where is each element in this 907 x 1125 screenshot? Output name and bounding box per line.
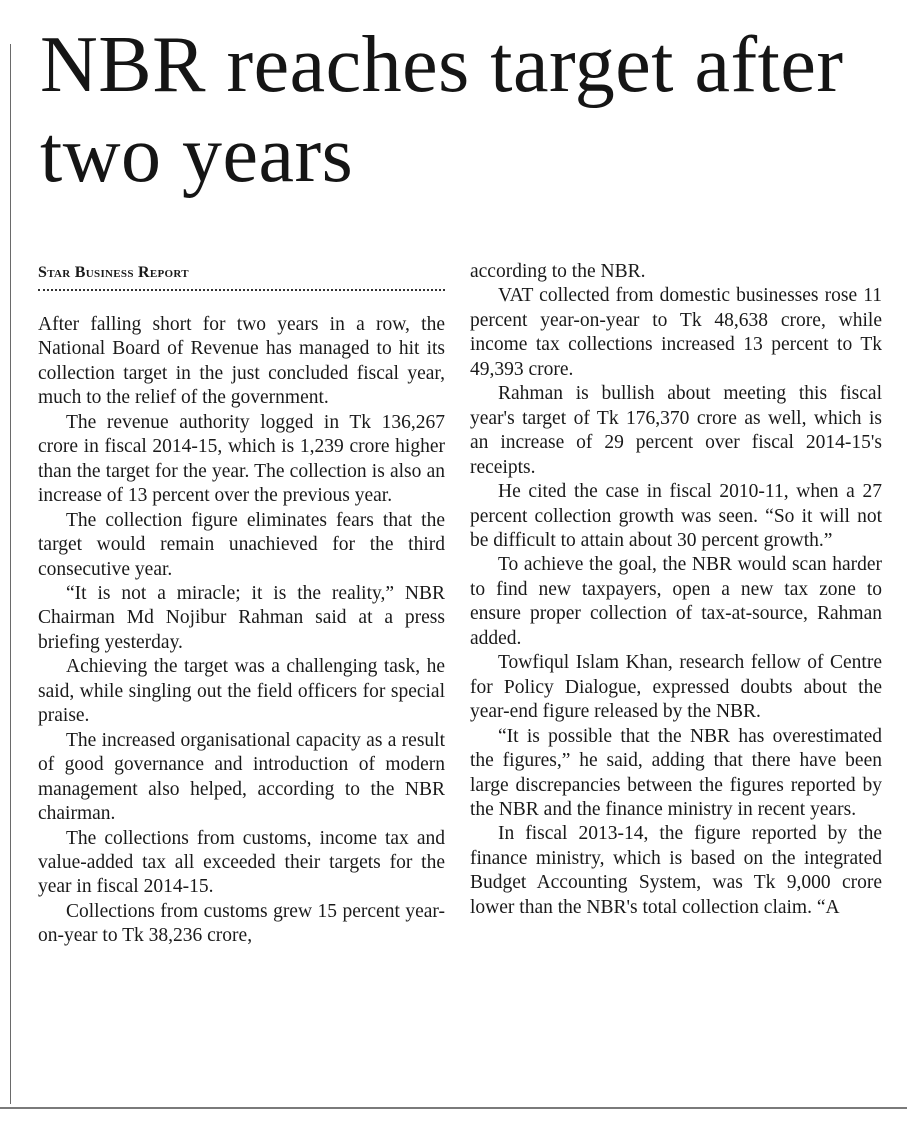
article-column-right bbox=[470, 260, 882, 920]
paragraph: He cited the case in fiscal 2010-11, when a 27 percent collection growth was seen. “So it will not be difficult to attain about 30 percent growth.” bbox=[470, 481, 882, 551]
page-bottom-rule bbox=[0, 1107, 907, 1109]
headline: NBR reaches target after two years bbox=[40, 21, 844, 199]
paragraph-continuation: according to the NBR. bbox=[470, 261, 646, 282]
byline: Star Business Report bbox=[38, 264, 189, 281]
paragraph: “It is not a miracle; it is the reality,” NBR Chairman Md Nojibur Rahman said at a press briefing yesterday. bbox=[38, 582, 445, 653]
paragraph: After falling short for two years in a row, the National Board of Revenue has managed to hit its collection target in the just concluded fiscal year, much to the relief of the government. bbox=[38, 314, 445, 409]
paragraph: The revenue authority logged in Tk 136,267 crore in fiscal 2014-15, which is 1,239 crore higher than the target for the year. The collection is also an increase of 13 percent over the previous year. bbox=[38, 411, 445, 507]
paragraph: Collections from customs grew 15 percent year-on-year to Tk 38,236 crore, bbox=[38, 900, 445, 947]
column-rule-left bbox=[10, 44, 11, 1104]
byline-dotted-divider bbox=[38, 289, 445, 291]
paragraph: In fiscal 2013-14, the figure reported by the finance ministry, which is based on the integrated Budget Accounting System, was Tk 9,000 crore lower than the NBR's total collection claim. “A bbox=[470, 823, 882, 918]
paragraph: “It is possible that the NBR has overestimated the figures,” he said, adding that there have been large discrepancies between the figures reported by the NBR and the finance ministry in recent years. bbox=[470, 725, 882, 820]
paragraph: The increased organisational capacity as a result of good governance and introduction of modern management also helped, according to the NBR chairman. bbox=[38, 729, 445, 825]
article-column-left bbox=[38, 313, 445, 949]
paragraph: To achieve the goal, the NBR would scan harder to find new taxpayers, open a new tax zone to ensure proper collection of tax-at-source, Rahman added. bbox=[470, 554, 882, 649]
paragraph: Rahman is bullish about meeting this fiscal year's target of Tk 176,370 crore as well, which is an increase of 29 percent over fiscal 2014-15's receipts. bbox=[470, 383, 882, 478]
paragraph: Towfiqul Islam Khan, research fellow of Centre for Policy Dialogue, expressed doubts about the year-end figure released by the NBR. bbox=[470, 652, 882, 723]
paragraph: The collections from customs, income tax and value-added tax all exceeded their targets for the year in fiscal 2014-15. bbox=[38, 827, 445, 898]
paragraph: VAT collected from domestic businesses rose 11 percent year-on-year to Tk 48,638 crore, while income tax collections increased 13 percent to Tk 49,393 crore. bbox=[470, 285, 882, 380]
paragraph: Achieving the target was a challenging task, he said, while singling out the field officers for special praise. bbox=[38, 656, 445, 727]
paragraph: The collection figure eliminates fears that the target would remain unachieved for the third consecutive year. bbox=[38, 509, 445, 580]
